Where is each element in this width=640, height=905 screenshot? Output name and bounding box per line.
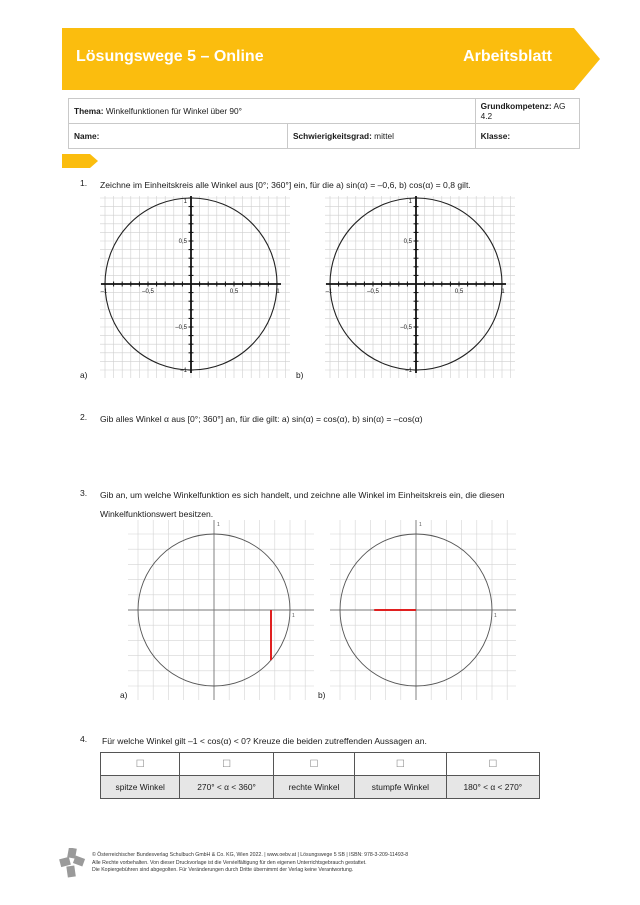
info-table [68, 98, 580, 149]
footer-copyright: © Österreichischer Bundesverlag Schulbuch GmbH & Co. KG, Wien 2022. | www.oebv.at | Lösungswege 5 SB | ISBN: 978-3-209-11493-8 [92, 852, 409, 858]
option-4-checkbox[interactable]: ☐ [355, 753, 446, 776]
x-tick-label-half: 0,5 [229, 289, 239, 295]
task-1b-unit-circle[interactable] [325, 196, 515, 378]
y-tick-label-one: 1 [419, 522, 422, 528]
x-tick-label-neg-one: –1 [325, 289, 333, 295]
y-tick-label-neg-one: –1 [405, 368, 412, 374]
footer-fees: Die Kopiergebühren sind abgegolten. Für Veränderungen durch Dritte übernimmt der Verlag keine Verantwortung. [92, 867, 354, 874]
option-5-label: 180° < α < 270° [446, 776, 539, 799]
klasse-cell[interactable] [475, 124, 579, 149]
y-tick-label-one: 1 [408, 199, 412, 205]
x-tick-label-neg-half: –0,5 [142, 289, 154, 295]
option-2-checkbox[interactable]: ☐ [180, 753, 273, 776]
y-tick-label-neg-half: –0,5 [400, 325, 412, 331]
x-tick-label-one: 1 [494, 613, 497, 619]
option-2-label: 270° < α < 360° [180, 776, 273, 799]
x-tick-label-one: 1 [292, 613, 295, 619]
document-type: Arbeitsblatt [463, 48, 552, 65]
y-tick-label-one: 1 [183, 199, 187, 205]
y-tick-label-half: 0,5 [403, 239, 412, 245]
x-tick-label-one: 1 [276, 289, 280, 295]
option-1-label: spitze Winkel [101, 776, 180, 799]
option-4-label: stumpfe Winkel [355, 776, 446, 799]
section-tab [62, 154, 98, 168]
x-tick-label-neg-one: –1 [100, 289, 108, 295]
schwierigkeit-label: Schwierigkeitsgrad: [293, 131, 372, 141]
klasse-label: Klasse: [480, 131, 511, 141]
grundkompetenz-value: AG 4.2 [480, 101, 566, 121]
y-tick-label-neg-one: –1 [180, 368, 187, 374]
task-3-text [100, 488, 570, 521]
task-4-number: 4. [80, 734, 88, 744]
thema-cell [69, 99, 476, 124]
publisher-logo-icon [58, 848, 86, 878]
task-3-text-line1: Gib an, um welche Winkelfunktion es sich handelt, und zeichne alle Winkel im Einheitskreis ein, die diesen [100, 490, 505, 500]
option-5-checkbox[interactable]: ☐ [446, 753, 539, 776]
task-3-number: 3. [80, 488, 88, 498]
footer [92, 852, 572, 875]
name-label: Name: [74, 131, 100, 141]
name-cell[interactable] [69, 124, 288, 149]
x-tick-label-one: 1 [501, 289, 505, 295]
option-3-label: rechte Winkel [273, 776, 354, 799]
schwierigkeit-cell [288, 124, 476, 149]
task-4-text: Für welche Winkel gilt –1 < cos(α) < 0? Kreuze die beiden zutreffenden Aussagen an. [102, 736, 427, 746]
y-tick-label-half: 0,5 [178, 239, 187, 245]
page-title: Lösungswege 5 – Online [76, 48, 264, 65]
option-1-checkbox[interactable]: ☐ [101, 753, 180, 776]
task-3b-label: b) [318, 690, 326, 700]
y-tick-label-one: 1 [217, 522, 220, 528]
task-1a-label: a) [80, 370, 88, 380]
task-1-number: 1. [80, 178, 88, 188]
task-1a-unit-circle[interactable] [100, 196, 290, 378]
header-banner [62, 28, 600, 90]
task-1-text: Zeichne im Einheitskreis alle Winkel aus [0°; 360°] ein, für die a) sin(α) = –0,6, b) cos(α) = 0,8 gilt. [100, 180, 471, 190]
task-3b-unit-circle[interactable] [330, 520, 516, 700]
thema-label: Thema: [74, 106, 104, 116]
option-3-checkbox[interactable]: ☐ [273, 753, 354, 776]
task-3a-unit-circle[interactable] [128, 520, 314, 700]
x-tick-label-neg-half: –0,5 [367, 289, 379, 295]
task-3-text-line2: Winkelfunktionswert besitzen. [100, 509, 214, 519]
footer-rights: Alle Rechte vorbehalten. Von dieser Druckvorlage ist die Vervielfältigung für den eigenen Unterrichtsgebrauch gestattet. [92, 859, 367, 866]
task-4-answer-table [100, 752, 540, 799]
task-1b-label: b) [296, 370, 304, 380]
task-2-text: Gib alles Winkel α aus [0°; 360°] an, für die gilt: a) sin(α) = cos(α), b) sin(α) = –cos(α) [100, 414, 423, 424]
schwierigkeit-value: mittel [374, 131, 394, 141]
x-tick-label-half: 0,5 [454, 289, 464, 295]
thema-value: Winkelfunktionen für Winkel über 90° [105, 106, 242, 116]
grundkompetenz-cell [475, 99, 579, 124]
task-3a-label: a) [120, 690, 128, 700]
task-2-number: 2. [80, 412, 88, 422]
y-tick-label-neg-half: –0,5 [175, 325, 187, 331]
grundkompetenz-label: Grundkompetenz: [480, 101, 552, 111]
